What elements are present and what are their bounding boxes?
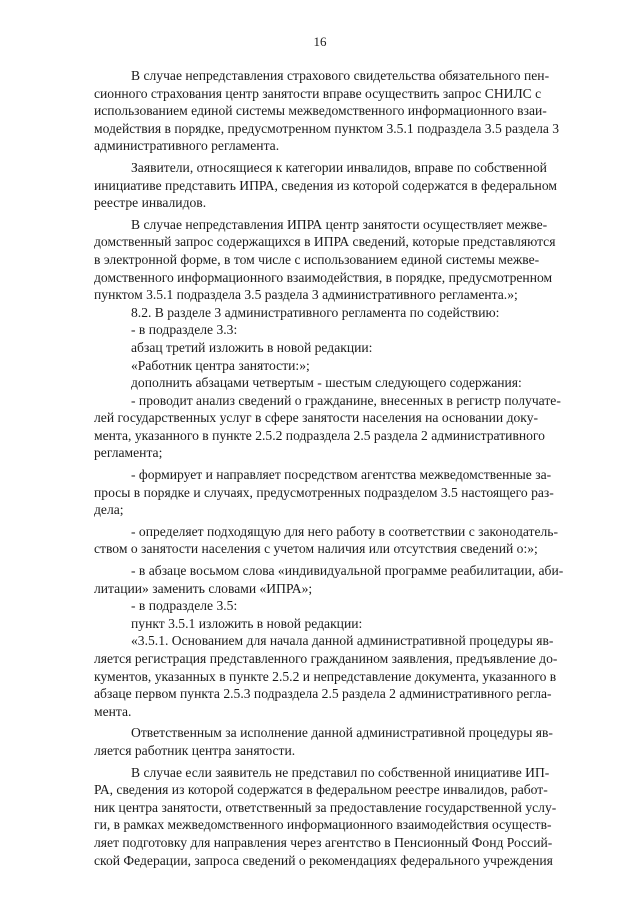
text-line: ством о занятости населения с учетом наличия или отсутствия сведений о:»;	[94, 541, 538, 557]
text-line: 8.2. В разделе 3 административного регламента по содействию:	[131, 304, 500, 320]
text-line: В случае если заявитель не представил по собственной инициативе ИП-	[131, 764, 550, 780]
text-line: лей государственных услуг в сфере занятости населения на основании доку-	[94, 410, 539, 426]
text-line: Заявители, относящиеся к категории инвалидов, вправе по собственной	[131, 159, 547, 175]
text-line: кументов, указанных в пункте 2.5.2 и непредставление документа, указанного в	[94, 668, 557, 684]
text-line: «Работник центра занятости:»;	[131, 357, 310, 373]
text-line: домственный запрос содержащихся в ИПРА сведений, которые представляются	[94, 234, 556, 250]
text-line: абзац третий изложить в новой редакции:	[131, 339, 373, 355]
text-line: ляет подготовку для направления через агентство в Пенсионный Фонд Россий-	[94, 834, 553, 850]
text-line: Ответственным за исполнение данной административной процедуры яв-	[131, 725, 553, 741]
text-line: - в подразделе 3.3:	[131, 322, 238, 338]
text-line: использованием единой системы межведомственного информационного взаи-	[94, 103, 547, 119]
text-line: - в абзаце восьмом слова «индивидуальной программе реабилитации, аби-	[131, 563, 564, 579]
text-line: В случае непредставления ИПРА центр занятости осуществляет межве-	[131, 216, 548, 232]
text-line: ской Федерации, запроса сведений о рекомендациях федерального учреждения	[94, 852, 553, 868]
text-line: - формирует и направляет посредством агентства межведомственные за-	[131, 467, 552, 483]
text-line: домственного информационного взаимодействия, в порядке, предусмотренном	[94, 269, 553, 285]
text-line: регламента;	[94, 445, 163, 461]
text-line: - проводит анализ сведений о гражданине, внесенных в регистр получате-	[131, 392, 561, 408]
text-line: абзаце первом пункта 2.5.3 подраздела 2.5 раздела 2 административного регла-	[94, 686, 552, 702]
text-line: ник центра занятости, ответственный за предоставление государственной услу-	[94, 799, 557, 815]
text-line: ляется работник центра занятости.	[94, 742, 296, 758]
text-line: просы в порядке и случаях, предусмотренных подразделом 3.5 настоящего раз-	[94, 484, 554, 500]
text-line: ги, в рамках межведомственного информационного взаимодействия осуществ-	[94, 817, 552, 833]
text-line: - определяет подходящую для него работу в соответствии с законодатель-	[131, 523, 559, 539]
text-line: - в подразделе 3.5:	[131, 598, 238, 614]
text-line: дополнить абзацами четвертым - шестым следующего содержания:	[131, 375, 522, 391]
document-body	[94, 67, 626, 869]
text-line: административного регламента.	[94, 138, 280, 154]
text-line: модействия в порядке, предусмотренном пунктом 3.5.1 подраздела 3.5 раздела 3	[94, 120, 560, 136]
text-line: в электронной форме, в том числе с использованием единой системы межве-	[94, 251, 540, 267]
text-line: дела;	[94, 502, 124, 518]
text-line: пункт 3.5.1 изложить в новой редакции:	[131, 615, 363, 631]
text-line: пунктом 3.5.1 подраздела 3.5 раздела 3 административного регламента.»;	[94, 287, 518, 303]
text-line: инициативе представить ИПРА, сведения из которой содержатся в федеральном	[94, 177, 557, 193]
text-line: мента.	[94, 703, 132, 719]
text-line: «3.5.1. Основанием для начала данной административной процедуры яв-	[131, 633, 554, 649]
text-line: реестре инвалидов.	[94, 195, 207, 211]
text-line: сионного страхования центр занятости вправе осуществить запрос СНИЛС с	[94, 85, 542, 101]
text-line: РА, сведения из которой содержатся в федеральном реестре инвалидов, работ-	[94, 782, 548, 798]
text-line: ляется регистрация представленного гражданином заявления, предъявление до-	[94, 651, 558, 666]
text-line: мента, указанного в пункте 2.5.2 подраздела 2.5 раздела 2 административного	[94, 427, 545, 443]
text-line: В случае непредставления страхового свидетельства обязательного пен-	[131, 68, 550, 83]
text-line: литации» заменить словами «ИПРА»;	[94, 580, 313, 596]
page-number: 16	[313, 34, 327, 49]
